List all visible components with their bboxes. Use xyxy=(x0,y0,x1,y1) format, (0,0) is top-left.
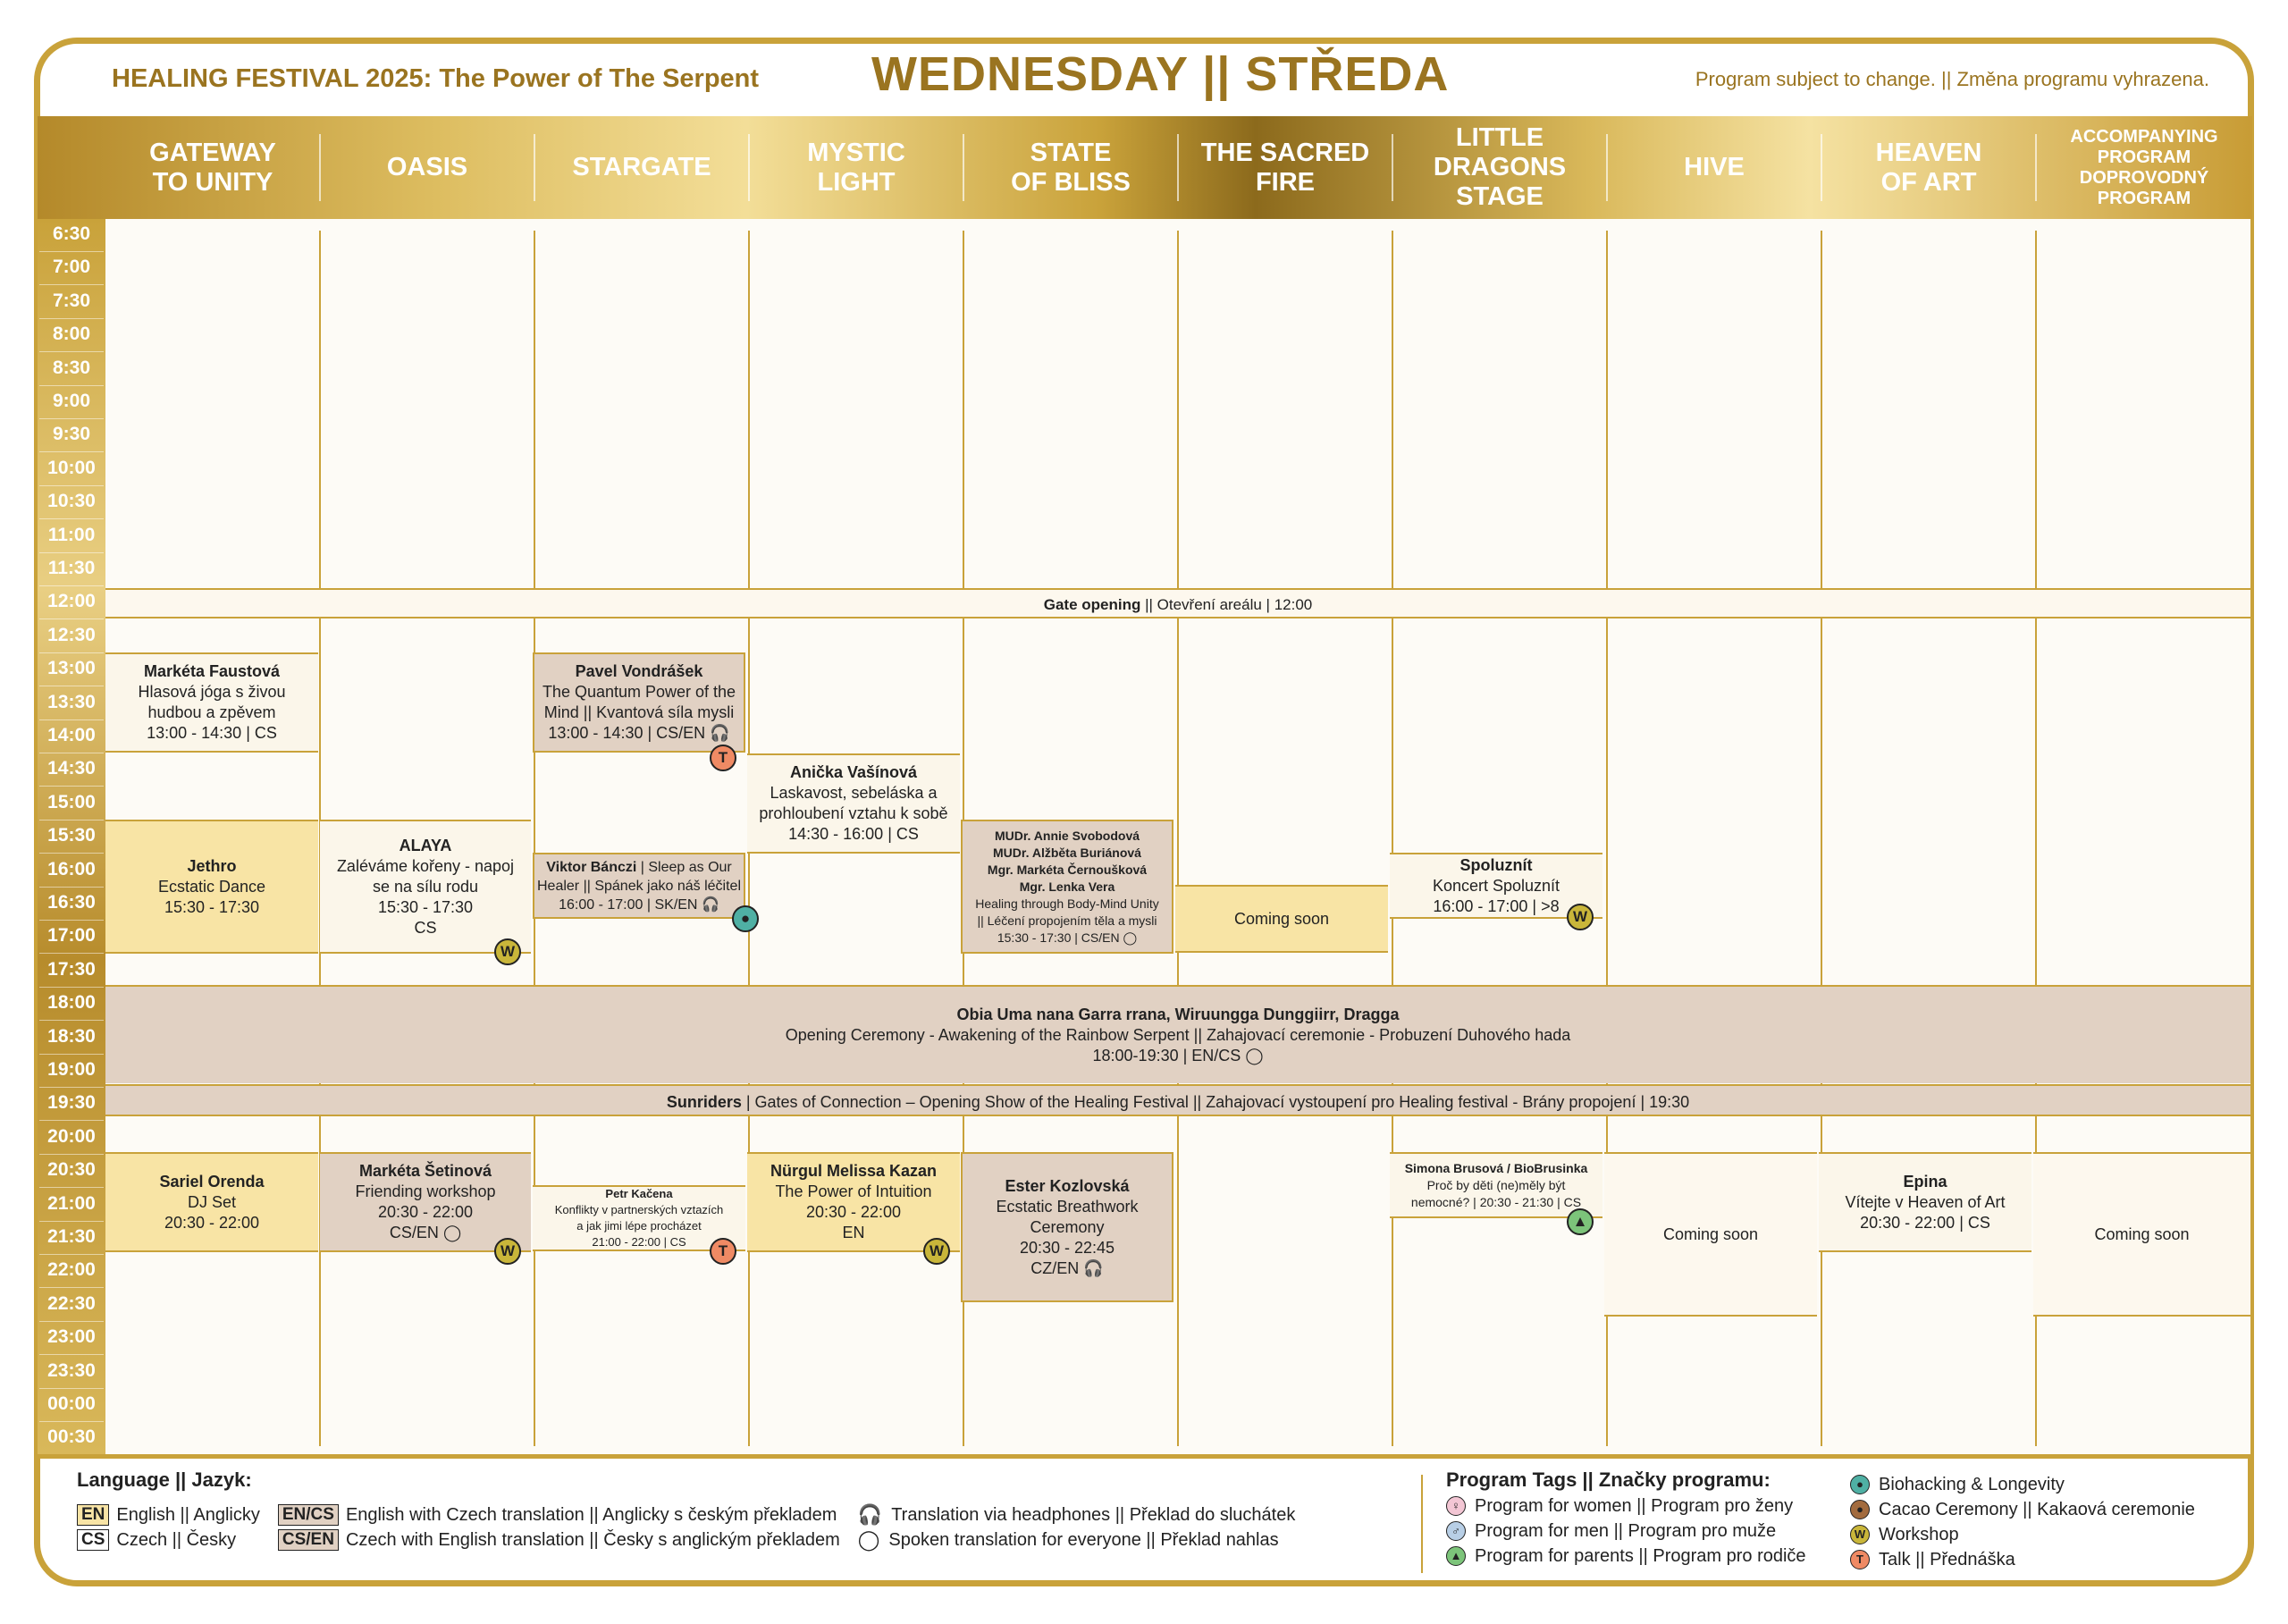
column-header-separator xyxy=(1606,134,1608,201)
time-label: 10:30 xyxy=(47,491,96,512)
legend-spoken xyxy=(858,1527,1296,1552)
column-header: OASIS xyxy=(386,153,468,181)
time-separator xyxy=(39,887,104,888)
time-separator xyxy=(39,1287,104,1288)
time-label: 21:00 xyxy=(47,1192,96,1214)
event-hive-coming-soon[interactable] xyxy=(1604,1152,1817,1317)
parents-tag-icon: ▲ xyxy=(1567,1208,1594,1235)
event-sariel-orenda[interactable] xyxy=(105,1152,318,1252)
event-alaya[interactable] xyxy=(320,820,531,954)
event-line: Konflikty v partnerských vztazích xyxy=(554,1203,724,1216)
sunriders-text: | Gates of Connection – Opening Show of the Healing Festival || Zahajovací vystoupení pro Healing festival - Brány propojení | 19:30 xyxy=(741,1093,1690,1111)
workshop-tag-icon: W xyxy=(1567,904,1594,930)
event-line: The Power of Intuition xyxy=(775,1182,932,1200)
event-jethro[interactable] xyxy=(105,820,318,954)
event-language xyxy=(1030,1258,1103,1279)
workshop-tag-icon: W xyxy=(494,1238,521,1265)
event-banczi[interactable] xyxy=(533,853,745,919)
grid-bottom-border xyxy=(38,1454,2252,1459)
time-separator xyxy=(39,1187,104,1188)
event-name: ALAYA xyxy=(399,836,452,854)
event-line: hudbou a zpěvem xyxy=(147,703,276,721)
event-line: The Quantum Power of the xyxy=(542,683,736,701)
event-line: prohloubení vztahu k sobě xyxy=(759,804,948,822)
legend-headphones-text: Translation via headphones || Překlad do sluchátek xyxy=(891,1504,1296,1525)
event-setinova[interactable] xyxy=(320,1152,531,1252)
event-language: CS xyxy=(414,918,437,937)
legend-cs xyxy=(77,1527,260,1552)
event-time: 14:30 - 16:00 | CS xyxy=(788,825,919,843)
legend-csen xyxy=(278,1527,840,1552)
event-line: Healing through Body-Mind Unity xyxy=(975,896,1159,911)
time-label: 20:30 xyxy=(47,1159,96,1181)
time-label: 20:00 xyxy=(47,1125,96,1147)
event-epina[interactable] xyxy=(1819,1152,2031,1252)
talk-icon: T xyxy=(1850,1550,1870,1569)
ceremony-description: Opening Ceremony - Awakening of the Rainbow Serpent || Zahajovací ceremonie - Probuzení Duhového hada xyxy=(785,1025,1571,1044)
time-label: 14:30 xyxy=(47,758,96,779)
time-label: 22:30 xyxy=(47,1292,96,1314)
event-time: 20:30 - 22:45 xyxy=(1019,1238,1115,1257)
time-label: 8:30 xyxy=(52,357,91,378)
time-label: 12:30 xyxy=(47,624,96,645)
legend-encs-text: English with Czech translation || Anglicky s českým překladem xyxy=(345,1504,837,1525)
column-header-separator xyxy=(748,134,750,201)
time-label: 18:00 xyxy=(47,992,96,1014)
event-time: 21:00 - 22:00 | CS xyxy=(592,1235,686,1249)
event-line: Mind || Kvantová síla mysli xyxy=(543,703,735,721)
legend-cacao-text: Cacao Ceremony || Kakaová ceremonie xyxy=(1879,1499,2195,1519)
cacao-icon: ● xyxy=(1850,1500,1870,1519)
event-line xyxy=(546,858,732,877)
column-header: THE SACRED FIRE xyxy=(1200,138,1370,197)
event-name: Spoluznít xyxy=(1459,855,1533,874)
legend-en-code: EN xyxy=(77,1504,109,1526)
time-label: 16:00 xyxy=(47,858,96,879)
event-name: MUDr. Alžběta Buriánová xyxy=(993,845,1141,860)
legend-talk-text: Talk || Přednáška xyxy=(1879,1549,2015,1569)
workshop-tag-icon: W xyxy=(923,1238,950,1265)
event-vasinova[interactable] xyxy=(747,753,960,854)
time-separator xyxy=(39,1354,104,1355)
headphones-icon: 🎧 xyxy=(710,724,730,742)
time-separator xyxy=(39,351,104,352)
time-separator xyxy=(39,251,104,252)
time-label: 16:30 xyxy=(47,892,96,913)
parents-icon: ▲ xyxy=(1446,1546,1466,1566)
column-header-separator xyxy=(1177,134,1179,201)
time-separator xyxy=(39,1254,104,1255)
time-separator xyxy=(39,719,104,720)
event-kazan[interactable] xyxy=(747,1152,960,1252)
time-separator xyxy=(39,987,104,988)
time-separator xyxy=(39,485,104,486)
event-line: Healer || Spánek jako náš léčitel xyxy=(537,878,741,894)
event-language-text: CZ/EN xyxy=(1030,1258,1080,1277)
event-accompanying-coming-soon[interactable] xyxy=(2033,1152,2250,1317)
event-time: 15:30 - 17:30 xyxy=(377,897,474,916)
event-time: nemocné? | 20:30 - 21:30 | CS xyxy=(1410,1194,1582,1209)
time-separator xyxy=(39,518,104,519)
event-line: Vítejte v Heaven of Art xyxy=(1845,1192,2006,1211)
legend-women-text: Program for women || Program pro ženy xyxy=(1475,1495,1794,1516)
time-label: 00:00 xyxy=(47,1393,96,1414)
column-header: ACCOMPANYING PROGRAM DOPROVODNÝ PROGRAM xyxy=(2070,126,2218,208)
column-header: HIVE xyxy=(1684,153,1745,181)
legend-spoken-text: Spoken translation for everyone || Překlad nahlas xyxy=(888,1529,1279,1550)
event-line: Coming soon xyxy=(1233,909,1330,928)
talk-tag-icon: T xyxy=(710,745,736,771)
time-separator xyxy=(39,418,104,419)
legend-biohacking-text: Biohacking & Longevity xyxy=(1879,1474,2065,1494)
time-separator xyxy=(39,853,104,854)
legend-csen-text: Czech with English translation || Česky s anglickým překladem xyxy=(345,1529,840,1550)
time-label: 23:00 xyxy=(47,1326,96,1348)
event-name: Nürgul Melissa Kazan xyxy=(770,1162,938,1180)
column-header-separator xyxy=(2035,134,2037,201)
column-header-separator xyxy=(1821,134,1822,201)
legend-workshop xyxy=(1850,1522,2195,1547)
event-time: 20:30 - 22:00 | CS xyxy=(1860,1213,1990,1232)
language-legend-title: Language || Jazyk: xyxy=(77,1468,252,1491)
biohacking-icon: ● xyxy=(1850,1475,1870,1494)
men-icon: ♂ xyxy=(1446,1521,1466,1541)
column-header: MYSTIC LIGHT xyxy=(807,138,905,197)
talk-tag-icon: T xyxy=(710,1238,736,1265)
time-separator xyxy=(39,1421,104,1422)
event-time: 20:30 - 22:00 xyxy=(164,1213,260,1232)
workshop-icon: W xyxy=(1850,1525,1870,1544)
event-name: Anička Vašínová xyxy=(789,763,918,781)
legend-men xyxy=(1446,1519,1806,1544)
ceremony-time-text: 18:00-19:30 | EN/CS xyxy=(1092,1046,1241,1064)
legend-talk xyxy=(1850,1547,2195,1572)
gate-opening-bar xyxy=(105,588,2250,618)
event-language: EN xyxy=(842,1224,865,1241)
event-time: 16:00 - 17:00 | >8 xyxy=(1433,896,1560,915)
spoken-translation-icon: ◯ xyxy=(442,1224,462,1241)
event-line: Ecstatic Breathwork xyxy=(996,1197,1139,1216)
event-time xyxy=(559,896,719,914)
column-header-separator xyxy=(534,134,535,201)
event-name: Petr Kačena xyxy=(605,1187,673,1200)
legend-csen-code: CS/EN xyxy=(278,1529,339,1551)
legend-parents xyxy=(1446,1544,1806,1569)
column-header: LITTLE DRAGONS STAGE xyxy=(1433,123,1567,211)
sunriders-bar[interactable] xyxy=(105,1084,2250,1116)
column-divider xyxy=(534,231,535,1446)
event-time: 15:30 - 17:30 xyxy=(164,897,260,916)
time-separator xyxy=(39,1020,104,1021)
time-label: 9:00 xyxy=(52,391,91,411)
event-name: Markéta Šetinová xyxy=(358,1162,492,1180)
event-name: Simona Brusová / BioBrusinka xyxy=(1404,1160,1588,1175)
legend-women xyxy=(1446,1494,1806,1519)
event-name: Ester Kozlovská xyxy=(1005,1176,1130,1195)
time-label: 15:30 xyxy=(47,825,96,846)
event-time xyxy=(548,723,729,744)
program-tags-title: Program Tags || Značky programu: xyxy=(1446,1468,1771,1491)
program-tags-legend-right xyxy=(1850,1472,2195,1572)
event-line: a jak jimi lépe procházet xyxy=(576,1219,702,1233)
event-language xyxy=(390,1223,461,1243)
event-name: Mgr. Lenka Vera xyxy=(1019,879,1115,894)
program-tags-legend xyxy=(1446,1468,1806,1569)
time-separator xyxy=(39,284,104,285)
time-label: 11:00 xyxy=(47,524,96,545)
column-divider xyxy=(1177,231,1179,1446)
time-label: 8:00 xyxy=(52,324,91,345)
event-time-text: 15:30 - 17:30 | CS/EN xyxy=(997,930,1120,945)
event-line: Hlasová jóga s živou xyxy=(138,683,286,701)
event-name: Viktor Bánczi xyxy=(546,859,637,875)
event-line: se na sílu rodu xyxy=(372,877,479,896)
time-label: 19:00 xyxy=(47,1059,96,1080)
event-kozlovska[interactable] xyxy=(961,1152,1173,1302)
workshop-tag-icon: W xyxy=(494,938,521,965)
column-header: GATEWAY TO UNITY xyxy=(149,138,276,197)
column-header: STATE OF BLISS xyxy=(1011,138,1131,197)
legend-cs-code: CS xyxy=(77,1529,109,1551)
event-brusova[interactable] xyxy=(1390,1152,1602,1218)
time-label: 15:00 xyxy=(47,791,96,812)
time-label: 17:00 xyxy=(47,925,96,947)
event-line: Coming soon xyxy=(2094,1224,2190,1243)
biohacking-tag-icon: ● xyxy=(732,905,759,932)
time-separator xyxy=(39,1087,104,1088)
time-label: 19:30 xyxy=(47,1092,96,1114)
event-body-mind-unity[interactable] xyxy=(961,820,1173,954)
event-time-text: 16:00 - 17:00 | SK/EN xyxy=(559,896,698,913)
time-label: 12:00 xyxy=(47,591,96,612)
event-line: Laskavost, sebeláska a xyxy=(770,784,938,802)
festival-title: HEALING FESTIVAL 2025: The Power of The Serpent xyxy=(112,64,760,93)
column-divider xyxy=(1392,231,1393,1446)
event-sacred-fire-coming-soon[interactable] xyxy=(1175,885,1388,953)
time-label: 10:00 xyxy=(47,457,96,478)
legend-headphones xyxy=(858,1502,1296,1527)
event-name: Mgr. Markéta Černoušková xyxy=(987,862,1148,877)
time-label: 13:00 xyxy=(47,658,96,679)
time-separator xyxy=(39,552,104,553)
time-label: 23:30 xyxy=(47,1359,96,1381)
time-label: 22:00 xyxy=(47,1259,96,1281)
event-name: MUDr. Annie Svobodová xyxy=(994,828,1140,843)
event-line: DJ Set xyxy=(187,1192,237,1211)
time-label: 7:30 xyxy=(52,290,91,311)
event-line: Coming soon xyxy=(1662,1224,1759,1243)
time-separator xyxy=(39,451,104,452)
column-header: HEAVEN OF ART xyxy=(1875,138,1982,197)
time-separator xyxy=(39,1321,104,1322)
event-faustova[interactable] xyxy=(105,652,318,753)
column-header-separator xyxy=(963,134,964,201)
event-time: 20:30 - 22:00 xyxy=(805,1203,902,1221)
day-title: WEDNESDAY || STŘEDA xyxy=(871,47,1450,101)
time-label: 14:00 xyxy=(47,725,96,745)
time-separator xyxy=(39,618,104,619)
time-separator xyxy=(39,786,104,787)
time-label: 21:30 xyxy=(47,1226,96,1247)
event-line: Ceremony xyxy=(1030,1217,1105,1236)
opening-ceremony[interactable] xyxy=(105,985,2250,1083)
legend-en xyxy=(77,1502,260,1527)
headphones-icon: 🎧 xyxy=(857,1503,883,1526)
time-label: 6:30 xyxy=(52,223,91,244)
gate-opening-text: || Otevření areálu | 12:00 xyxy=(1140,596,1313,613)
time-label: 7:00 xyxy=(52,257,91,278)
legend-cacao xyxy=(1850,1497,2195,1522)
legend-cs-text: Czech || Česky xyxy=(116,1529,237,1550)
column-divider xyxy=(1821,231,1822,1446)
event-line-text: | Sleep as Our xyxy=(636,859,732,875)
spoken-translation-icon: ◯ xyxy=(857,1528,880,1551)
time-separator xyxy=(39,1120,104,1121)
time-separator xyxy=(39,318,104,319)
event-vondrasek[interactable] xyxy=(533,652,745,753)
time-label: 18:30 xyxy=(47,1025,96,1047)
time-label: 11:30 xyxy=(47,558,96,578)
time-label: 00:30 xyxy=(47,1426,96,1448)
legend-biohacking xyxy=(1850,1472,2195,1497)
event-line: Proč by děti (ne)měly být xyxy=(1426,1177,1566,1192)
event-name: Markéta Faustová xyxy=(143,662,281,680)
time-separator xyxy=(39,652,104,653)
event-line: || Léčení propojením těla a mysli xyxy=(977,913,1157,928)
event-time xyxy=(997,930,1137,947)
gate-opening-label: Gate opening xyxy=(1043,596,1141,613)
sunriders-label: Sunriders xyxy=(666,1093,742,1111)
event-language-text: CS/EN xyxy=(389,1224,439,1241)
event-line: Koncert Spoluznít xyxy=(1432,876,1560,895)
event-name: Epina xyxy=(1903,1172,1947,1191)
time-separator xyxy=(39,1154,104,1155)
legend-men-text: Program for men || Program pro muže xyxy=(1475,1520,1777,1541)
ceremony-time xyxy=(105,1046,2250,1066)
column-header-separator xyxy=(319,134,321,201)
time-label: 9:30 xyxy=(52,424,91,445)
column-header-separator xyxy=(1392,134,1393,201)
time-separator xyxy=(39,953,104,954)
women-icon: ♀ xyxy=(1446,1496,1466,1516)
headphones-icon: 🎧 xyxy=(1083,1258,1104,1277)
time-label: 13:30 xyxy=(47,691,96,712)
event-line: Zaléváme kořeny - napoj xyxy=(336,856,515,875)
event-line: Ecstatic Dance xyxy=(157,877,266,896)
legend-en-text: English || Anglicky xyxy=(116,1504,260,1525)
time-separator xyxy=(39,920,104,921)
time-separator xyxy=(39,385,104,386)
legend-divider xyxy=(1421,1475,1423,1573)
event-time-text: 13:00 - 14:30 | CS/EN xyxy=(548,724,706,742)
legend-encs xyxy=(278,1502,840,1527)
program-notice: Program subject to change. || Změna programu vyhrazena. xyxy=(1695,68,2209,90)
spoken-translation-icon: ◯ xyxy=(1123,930,1138,945)
time-separator xyxy=(39,1221,104,1222)
event-time: 13:00 - 14:30 | CS xyxy=(147,724,277,742)
event-name: Sariel Orenda xyxy=(159,1172,265,1191)
spoken-translation-icon: ◯ xyxy=(1245,1046,1264,1064)
ceremony-title: Obia Uma nana Garra rrana, Wiruungga Dunggiirr, Dragga xyxy=(956,1005,1400,1023)
event-line: Friending workshop xyxy=(355,1182,496,1200)
time-separator xyxy=(39,1388,104,1389)
event-name: Pavel Vondrášek xyxy=(575,662,703,680)
event-time: 20:30 - 22:00 xyxy=(377,1203,474,1221)
legend-encs-code: EN/CS xyxy=(278,1504,339,1526)
legend-workshop-text: Workshop xyxy=(1879,1524,1959,1544)
headphones-icon: 🎧 xyxy=(701,896,719,913)
language-legend xyxy=(77,1468,1295,1552)
legend-parents-text: Program for parents || Program pro rodiče xyxy=(1475,1545,1806,1566)
time-separator xyxy=(39,1054,104,1055)
time-label: 17:30 xyxy=(47,958,96,980)
event-name: Jethro xyxy=(187,856,237,875)
column-header: STARGATE xyxy=(572,153,711,181)
time-separator xyxy=(39,585,104,586)
